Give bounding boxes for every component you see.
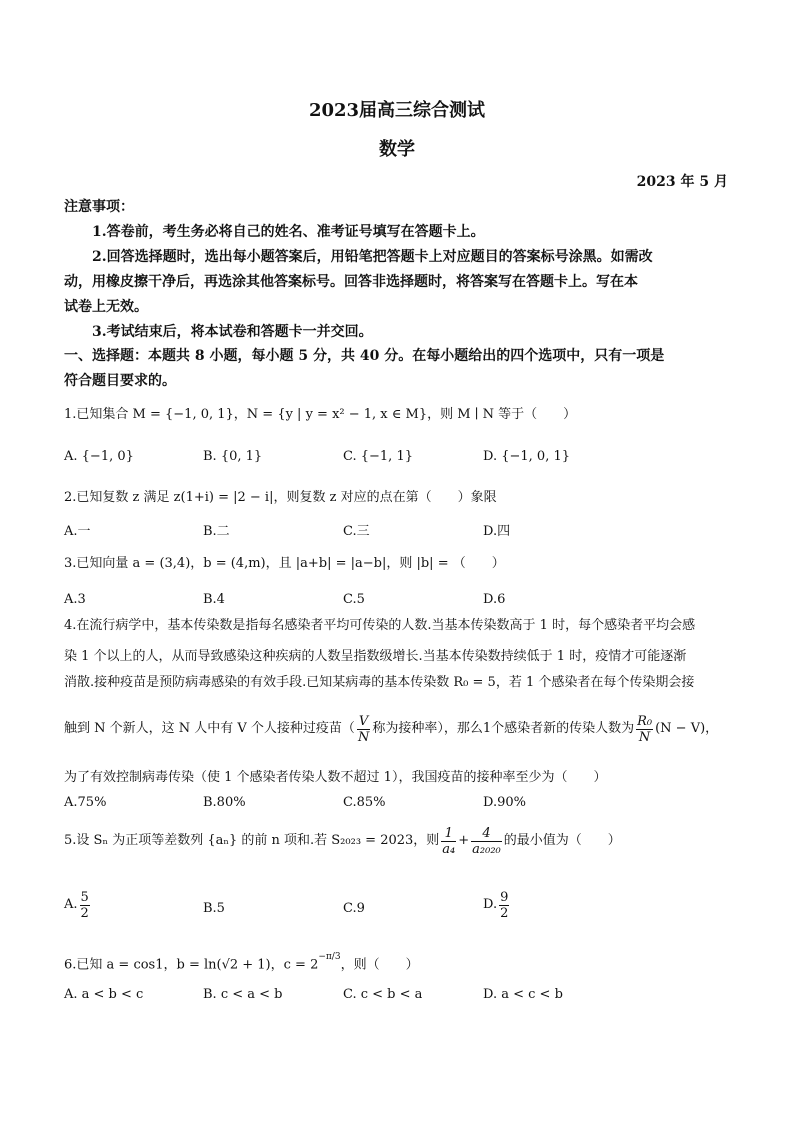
fraction-numerator: 1 xyxy=(444,826,453,841)
question-1-option-b: B. {0, 1} xyxy=(203,449,263,464)
section-1-heading-line-1: 一、选择题：本题共 8 小题，每小题 5 分，共 40 分。在每小题给出的四个选项中，只有一项是 xyxy=(64,348,665,364)
fraction-numerator: V xyxy=(358,714,369,729)
notice-item-2-line-2: 动，用橡皮擦干净后，再选涂其他答案标号。回答非选择题时，将答案写在答题卡上。写在本 xyxy=(64,274,638,290)
question-5-fraction-2 xyxy=(471,826,502,857)
section-1-heading-line-2: 符合题目要求的。 xyxy=(64,373,176,389)
fraction-denominator: N xyxy=(357,730,370,745)
question-6-option-d: D. a < c < b xyxy=(483,987,563,1002)
notice-item-1: 1.答卷前，考生务必将自己的姓名、准考证号填写在答题卡上。 xyxy=(92,224,485,240)
plus-sign: + xyxy=(458,833,470,849)
question-4-line-5: 为了有效控制病毒传染（使 1 个感染者传染人数不超过 1），我国疫苗的接种率至少为（ ） xyxy=(64,770,607,785)
question-4-option-a: A.75% xyxy=(64,795,107,810)
exponent: −π/3 xyxy=(318,952,341,962)
fraction-denominator: 2 xyxy=(80,906,89,921)
question-1-option-d: D. {−1, 0, 1} xyxy=(483,449,571,464)
fraction-denominator: N xyxy=(636,729,653,745)
question-3-option-d: D.6 xyxy=(483,592,506,607)
exam-title: 2023届高三综合测试 xyxy=(308,100,486,121)
question-2-option-a: A.一 xyxy=(64,524,91,539)
question-4-line-4-text-b: 称为接种率），那么1个感染者新的传染人数为 xyxy=(372,721,635,737)
option-label: A. xyxy=(64,897,78,913)
question-3-option-c: C.5 xyxy=(343,592,365,607)
question-4-line-4-text-c: (N − V)， xyxy=(655,721,719,737)
question-5-option-a xyxy=(64,890,92,921)
question-6-stem xyxy=(64,952,419,974)
question-5-option-b: B.5 xyxy=(203,901,225,916)
notice-item-2-line-1: 2.回答选择题时，选出每小题答案后，用铅笔把答题卡上对应题目的答案标号涂黑。如需改 xyxy=(92,249,653,265)
fraction-denominator: 2 xyxy=(500,906,509,921)
question-4-line-3: 消散.接种疫苗是预防病毒感染的有效手段.已知某病毒的基本传染数 R₀ = 5，若 1 个感染者在每个传染期会接 xyxy=(64,675,695,690)
fraction-denominator: a₂₀₂₀ xyxy=(472,842,501,857)
question-4-line-1: 4.在流行病学中，基本传染数是指每名感染者平均可传染的人数.当基本传染数高于 1 时，每个感染者平均会感 xyxy=(64,618,696,633)
question-5-text-a: 5.设 Sₙ 为正项等差数列 {aₙ} 的前 n 项和.若 S₂₀₂₃ = 2023，则 xyxy=(64,833,440,849)
question-4-option-b: B.80% xyxy=(203,795,246,810)
question-2-option-c: C.三 xyxy=(343,524,370,539)
fraction-numerator: 5 xyxy=(80,890,89,905)
transmission-fraction xyxy=(636,714,653,745)
option-a-fraction xyxy=(80,890,90,921)
option-label: D. xyxy=(483,897,498,913)
notice-heading: 注意事项： xyxy=(64,199,134,215)
question-1-option-a: A. {−1, 0} xyxy=(64,449,134,464)
fraction-numerator: 9 xyxy=(500,890,509,905)
question-4-option-d: D.90% xyxy=(483,795,526,810)
question-5-option-d xyxy=(483,890,511,921)
question-1-option-c: C. {−1, 1} xyxy=(343,449,413,464)
question-1-stem: 1.已知集合 M = {−1, 0, 1}，N = {y | y = x² − 1, x ∈ M}，则 M ∣ N 等于（ ） xyxy=(64,407,577,422)
question-5-stem xyxy=(64,826,621,857)
question-6-option-c: C. c < b < a xyxy=(343,987,423,1002)
subject-title: 数学 xyxy=(379,139,415,160)
question-3-option-b: B.4 xyxy=(203,592,225,607)
question-3-stem: 3.已知向量 a = (3,4)，b = (4,m)，且 |a+b| = |a−b|，则 |b| = （ ） xyxy=(64,556,505,571)
question-4-line-4 xyxy=(64,714,718,745)
notice-item-3: 3.考试结束后，将本试卷和答题卡一并交回。 xyxy=(92,324,373,340)
question-2-option-b: B.二 xyxy=(203,524,230,539)
fraction-numerator: R₀ xyxy=(637,714,653,729)
question-5-fraction-1 xyxy=(441,826,456,857)
question-4-line-2: 染 1 个以上的人，从而导致感染这种疾病的人数呈指数级增长.当基本传染数持续低于 1 时，疫情才可能逐渐 xyxy=(64,649,687,664)
vaccination-rate-fraction xyxy=(357,714,370,745)
option-d-fraction xyxy=(499,890,509,921)
question-2-stem: 2.已知复数 z 满足 z(1+i) = |2 − i|，则复数 z 对应的点在第（ ）象限 xyxy=(64,490,497,505)
question-3-option-a: A.3 xyxy=(64,592,86,607)
question-6-text-b: ，则（ ） xyxy=(340,957,419,973)
question-6-option-a: A. a < b < c xyxy=(64,987,144,1002)
exam-date: 2023 年 5 月 xyxy=(636,174,728,190)
notice-item-2-line-3: 试卷上无效。 xyxy=(64,299,148,315)
question-2-option-d: D.四 xyxy=(483,524,511,539)
question-6-option-b: B. c < a < b xyxy=(203,987,283,1002)
question-5-text-b: 的最小值为（ ） xyxy=(503,833,621,849)
question-6-text-a: 6.已知 a = cos1，b = ln(√2 + 1)，c = 2 xyxy=(64,957,319,973)
fraction-denominator: a₄ xyxy=(442,842,456,857)
question-5-option-c: C.9 xyxy=(343,901,365,916)
fraction-numerator: 4 xyxy=(482,826,491,841)
question-4-option-c: C.85% xyxy=(343,795,386,810)
question-4-line-4-text-a: 触到 N 个新人，这 N 人中有 V 个人接种过疫苗（ xyxy=(64,721,355,737)
